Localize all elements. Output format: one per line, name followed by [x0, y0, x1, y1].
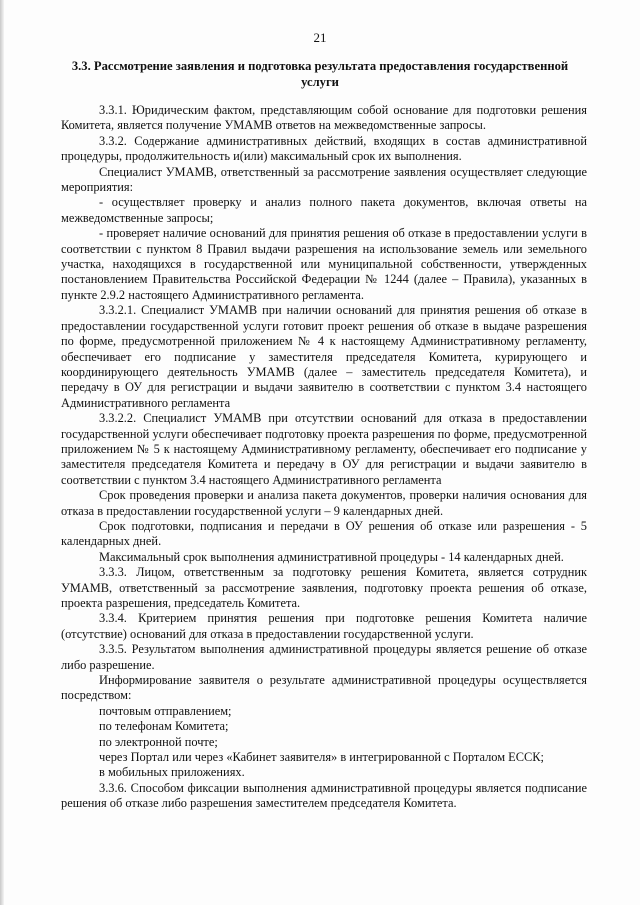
paragraph-3-3-1: 3.3.1. Юридическим фактом, представляющим собой основание для подготовки решения Комитета, является получение УМАМВ ответов на межведомственные запросы.: [61, 103, 587, 133]
paragraph-informing: Информирование заявителя о результате административной процедуры осуществляется посредством:: [61, 673, 587, 703]
paragraph-3-3-2: 3.3.2. Содержание административных действий, входящих в состав административной процедуры, продолжительность и(или) максимальный срок их выполнения.: [61, 133, 587, 164]
paragraph-check-term: Срок проведения проверки и анализа пакета документов, проверки наличия основания для отказа в предоставлении государственной услуги – 9 календарных дней.: [61, 488, 587, 518]
paragraph-3-3-6: 3.3.6. Способом фиксации выполнения административной процедуры является подписание решения об отказе либо разрешения заместителем председателя Комитета.: [61, 780, 587, 811]
paragraph-check-documents: - осуществляет проверку и анализ полного пакета документов, включая ответы на межведомственные запросы;: [61, 195, 587, 225]
paragraph-3-3-4: 3.3.4. Критерием принятия решения при подготовке решения Комитета наличие (отсутствие) оснований для отказа в предоставлении государственной услуги.: [61, 611, 587, 641]
list-item-email: по электронной почте;: [99, 734, 218, 749]
page-number: 21: [313, 30, 327, 45]
list-item-phone: по телефонам Комитета;: [99, 719, 229, 734]
list-item-mail: почтовым отправлением;: [99, 703, 232, 718]
paragraph-check-grounds: - проверяет наличие оснований для принятия решения об отказе в предоставлении услуги в соответствии с пунктом 8 Правил выдачи разрешения на использование земель или земельного участка, находящихся в государственной или муниципальной собственности, утвержденных постановлением Правительства Российской Федерации № 1244 (далее – Правила), указанных в пункте 2.9.2 настоящего Административного регламента.: [61, 226, 587, 302]
paragraph-prep-term: Срок подготовки, подписания и передачи в ОУ решения об отказе или разрешения - 5 календарных дней.: [61, 518, 587, 549]
paragraph-3-3-2-1: 3.3.2.1. Специалист УМАМВ при наличии оснований для принятия решения об отказе в предоставлении государственной услуги готовит проект решения об отказе в выдаче разрешения по форме, предусмотренной приложением № 4 к настоящему Административному регламенту, обеспечивает его подписание у заместителя председателя Комитета, курирующего и координирующего деятельность УМАМВ (далее – заместитель председателя Комитета), и передачу в ОУ для регистрации и выдачи заявителю в соответствии с пунктом 3.4 настоящего Административного регламента: [61, 303, 587, 410]
paragraph-specialist: Специалист УМАМВ, ответственный за рассмотрение заявления осуществляет следующие мероприятия:: [61, 164, 587, 195]
list-item-mobile: в мобильных приложениях.: [99, 765, 245, 780]
paragraph-3-3-3: 3.3.3. Лицом, ответственным за подготовку решения Комитета, является сотрудник УМАМВ, ответственный за рассмотрение заявления, подготовку проекта решения об отказе, проекта разрешения, председатель Комитета.: [61, 565, 587, 610]
paragraph-3-3-2-2: 3.3.2.2. Специалист УМАМВ при отсутствии оснований для отказа в предоставлении государственной услуги обеспечивает подготовку проекта разрешения по форме, предусмотренной приложением № 5 к настоящему Административному регламенту, обеспечивает его подписание у заместителя председателя Комитета и передачу в ОУ для регистрации и выдачи заявителю в соответствии с пунктом 3.4 настоящего Административного регламента: [61, 411, 587, 487]
section-title: 3.3. Рассмотрение заявления и подготовка результата предоставления государственной услуги: [71, 59, 569, 89]
list-item-portal: через Портал или через «Кабинет заявителя» в интегрированной с Порталом ЕССК;: [99, 750, 544, 765]
page-edge-shadow: [0, 0, 4, 905]
paragraph-3-3-5: 3.3.5. Результатом выполнения административной процедуры является решение об отказе либо разрешение.: [61, 642, 587, 672]
paragraph-max-term: Максимальный срок выполнения административной процедуры - 14 календарных дней.: [99, 549, 564, 564]
document-body: [61, 103, 587, 812]
